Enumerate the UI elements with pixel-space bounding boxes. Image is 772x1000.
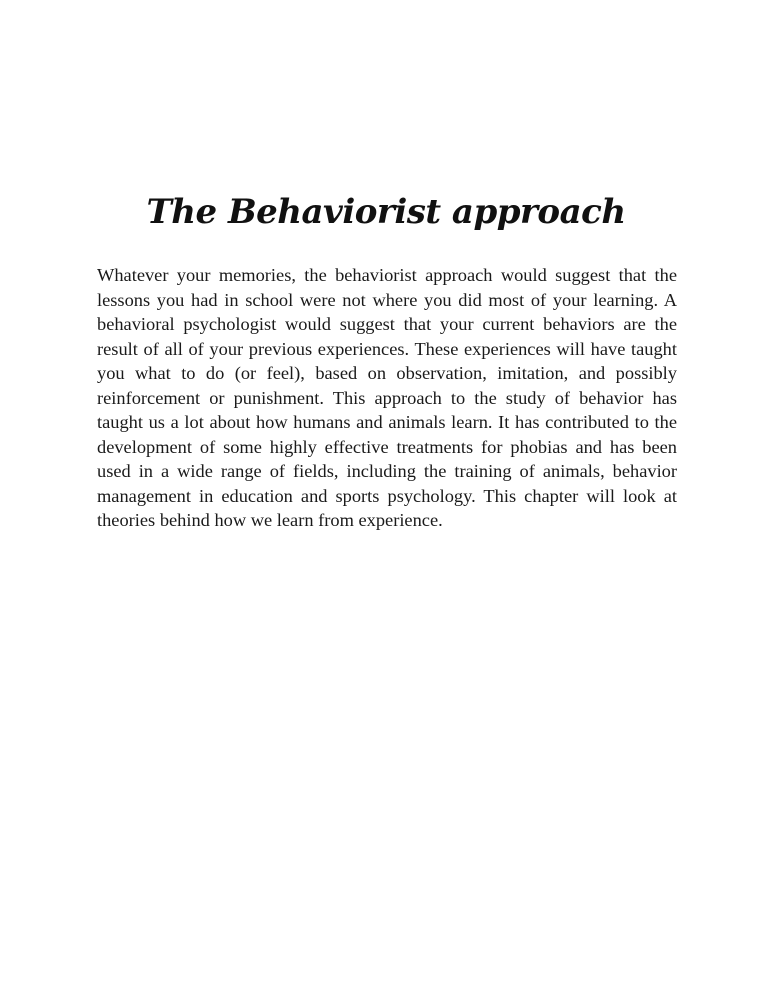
- body-paragraph: Whatever your memories, the behaviorist approach would suggest that the lessons you had in school were not where you did most of your learning. A behavioral psychologist would suggest that your current behaviors are the result of all of your previous experiences. These experiences will have taught you what to do (or feel), based on observation, imitation, and possibly reinforcement or punishment. This approach to the study of behavior has taught us a lot about how humans and animals learn. It has contributed to the development of some highly effective treatments for phobias and has been used in a wide range of fields, including the training of animals, behavior management in education and sports psychology. This chapter will look at theories behind how we learn from experience.: [97, 265, 677, 530]
- page-title: The Behaviorist approach: [146, 192, 626, 232]
